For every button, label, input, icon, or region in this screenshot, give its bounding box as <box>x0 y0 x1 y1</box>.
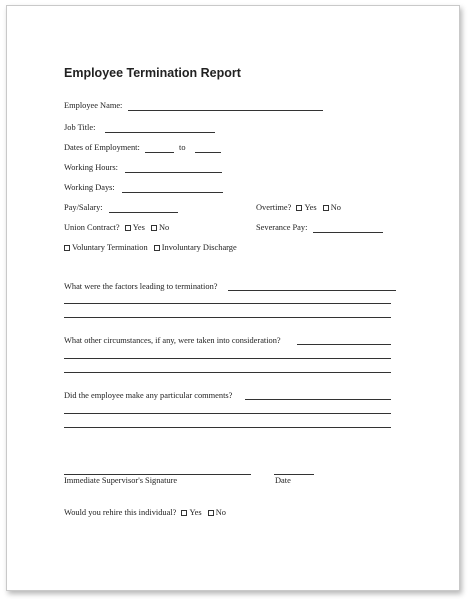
employee-name-field[interactable] <box>128 110 323 111</box>
union-no-label: No <box>158 223 170 232</box>
working-hours-label: Working Hours: <box>64 163 118 172</box>
page-title: Employee Termination Report <box>64 66 241 80</box>
supervisor-signature-label: Immediate Supervisor's Signature <box>64 476 178 485</box>
involuntary-discharge-label: Involuntary Discharge <box>161 243 237 252</box>
involuntary-discharge-checkbox[interactable] <box>154 245 160 251</box>
overtime-yes-checkbox[interactable] <box>296 205 302 211</box>
employee-comments-line-2[interactable] <box>64 413 391 414</box>
start-date-field[interactable] <box>145 152 174 153</box>
termination-factors-line-2[interactable] <box>64 303 391 304</box>
dates-of-employment-label: Dates of Employment: <box>64 143 140 152</box>
union-yes-label: Yes <box>132 223 145 232</box>
working-days-label: Working Days: <box>64 183 115 192</box>
employee-comments-line-1[interactable] <box>245 399 391 400</box>
overtime-question <box>256 203 341 213</box>
rehire-no-checkbox[interactable] <box>208 510 214 516</box>
severance-pay-label: Severance Pay: <box>256 223 308 232</box>
job-title-label: Job Title: <box>64 123 96 132</box>
question-termination-factors: What were the factors leading to termination? <box>64 282 218 291</box>
other-circumstances-line-2[interactable] <box>64 358 391 359</box>
overtime-no-checkbox[interactable] <box>323 205 329 211</box>
overtime-yes-label: Yes <box>304 203 317 212</box>
supervisor-signature-field[interactable] <box>64 474 251 475</box>
job-title-field[interactable] <box>105 132 215 133</box>
rehire-no-label: No <box>215 508 226 517</box>
employee-comments-line-3[interactable] <box>64 427 391 428</box>
pay-salary-field[interactable] <box>109 212 178 213</box>
union-no-checkbox[interactable] <box>151 225 157 231</box>
form-page <box>6 5 460 591</box>
termination-factors-line-3[interactable] <box>64 317 391 318</box>
voluntary-termination-checkbox[interactable] <box>64 245 70 251</box>
union-contract-label: Union Contract? <box>64 223 120 232</box>
question-other-circumstances: What other circumstances, if any, were taken into consideration? <box>64 336 281 345</box>
working-days-field[interactable] <box>122 192 223 193</box>
other-circumstances-line-3[interactable] <box>64 372 391 373</box>
rehire-yes-label: Yes <box>189 508 202 517</box>
overtime-no-label: No <box>330 203 341 212</box>
termination-type-options <box>64 243 237 253</box>
severance-pay-field[interactable] <box>313 232 383 233</box>
voluntary-termination-label: Voluntary Termination <box>72 243 148 252</box>
rehire-question <box>64 508 226 518</box>
overtime-label: Overtime? <box>256 203 292 212</box>
signature-date-field[interactable] <box>274 474 314 475</box>
union-yes-checkbox[interactable] <box>125 225 131 231</box>
termination-factors-line-1[interactable] <box>228 290 396 291</box>
question-employee-comments: Did the employee make any particular comments? <box>64 391 233 400</box>
rehire-yes-checkbox[interactable] <box>181 510 187 516</box>
union-contract-question <box>64 223 169 233</box>
employee-name-label: Employee Name: <box>64 101 123 110</box>
rehire-label: Would you rehire this individual? <box>64 508 177 517</box>
pay-salary-label: Pay/Salary: <box>64 203 103 212</box>
end-date-field[interactable] <box>195 152 221 153</box>
signature-date-label: Date <box>275 476 291 485</box>
working-hours-field[interactable] <box>125 172 222 173</box>
other-circumstances-line-1[interactable] <box>297 344 391 345</box>
dates-to-label: to <box>179 143 186 152</box>
